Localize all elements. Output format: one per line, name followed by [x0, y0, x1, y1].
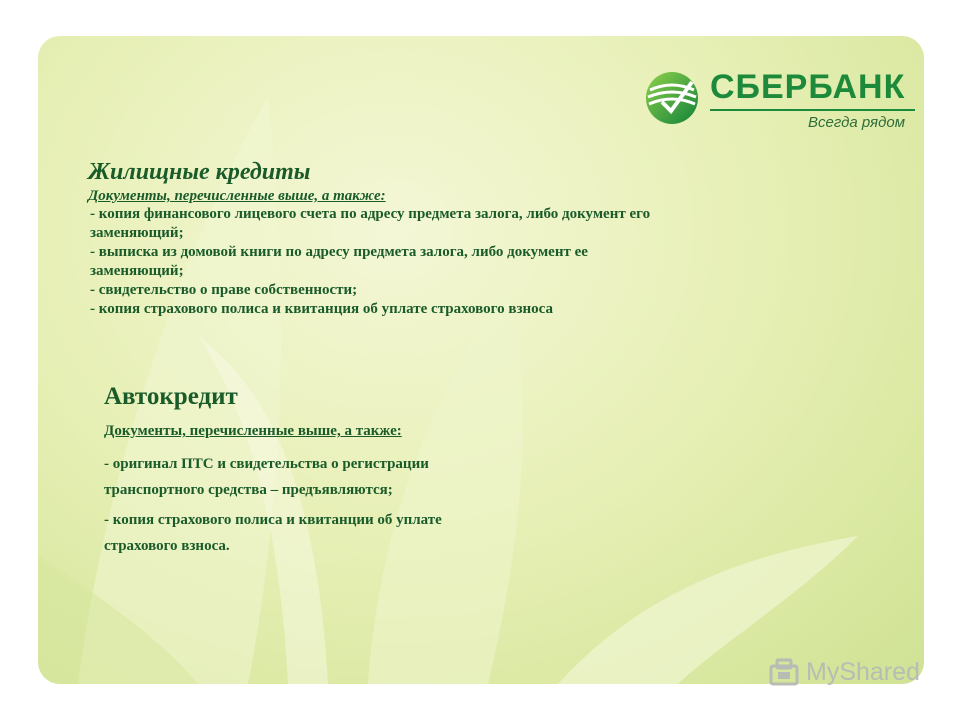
housing-credit-subtitle: Документы, перечисленные выше, а также:: [88, 188, 386, 204]
housing-list-item: заменяющий;: [90, 263, 184, 279]
watermark-text: MyShared: [806, 658, 920, 686]
sberbank-logo: [642, 64, 914, 138]
myshared-watermark: [768, 656, 928, 692]
housing-list-item: - копия страхового полиса и квитанция об уплате страхового взноса: [90, 301, 553, 317]
auto-credit-title: Автокредит: [104, 383, 238, 410]
housing-list-item: - копия финансового лицевого счета по адресу предмета залога, либо документ его: [90, 206, 651, 222]
auto-list-item: транспортного средства – предъявляются;: [104, 482, 393, 498]
logo-name: СБЕРБАНК: [710, 68, 906, 106]
housing-list-item: - свидетельство о праве собственности;: [90, 282, 358, 298]
logo-tagline: Всегда рядом: [808, 114, 905, 131]
auto-credit-subtitle: Документы, перечисленные выше, а также:: [104, 423, 402, 439]
housing-credit-section: [88, 158, 728, 319]
myshared-logo-icon: [768, 658, 802, 688]
auto-credit-section: [104, 381, 604, 559]
sberbank-logo-icon: [642, 66, 702, 126]
auto-list-item: страхового взноса.: [104, 538, 230, 554]
housing-list-item: заменяющий;: [90, 225, 184, 241]
logo-divider: [710, 109, 915, 111]
housing-list-item: - выписка из домовой книги по адресу предмета залога, либо документ ее: [90, 244, 588, 260]
auto-list-item: - копия страхового полиса и квитанции об уплате: [104, 512, 442, 528]
slide: [38, 36, 924, 684]
housing-credit-title: Жилищные кредиты: [88, 159, 311, 185]
auto-list-item: - оригинал ПТС и свидетельства о регистрации: [104, 456, 429, 472]
